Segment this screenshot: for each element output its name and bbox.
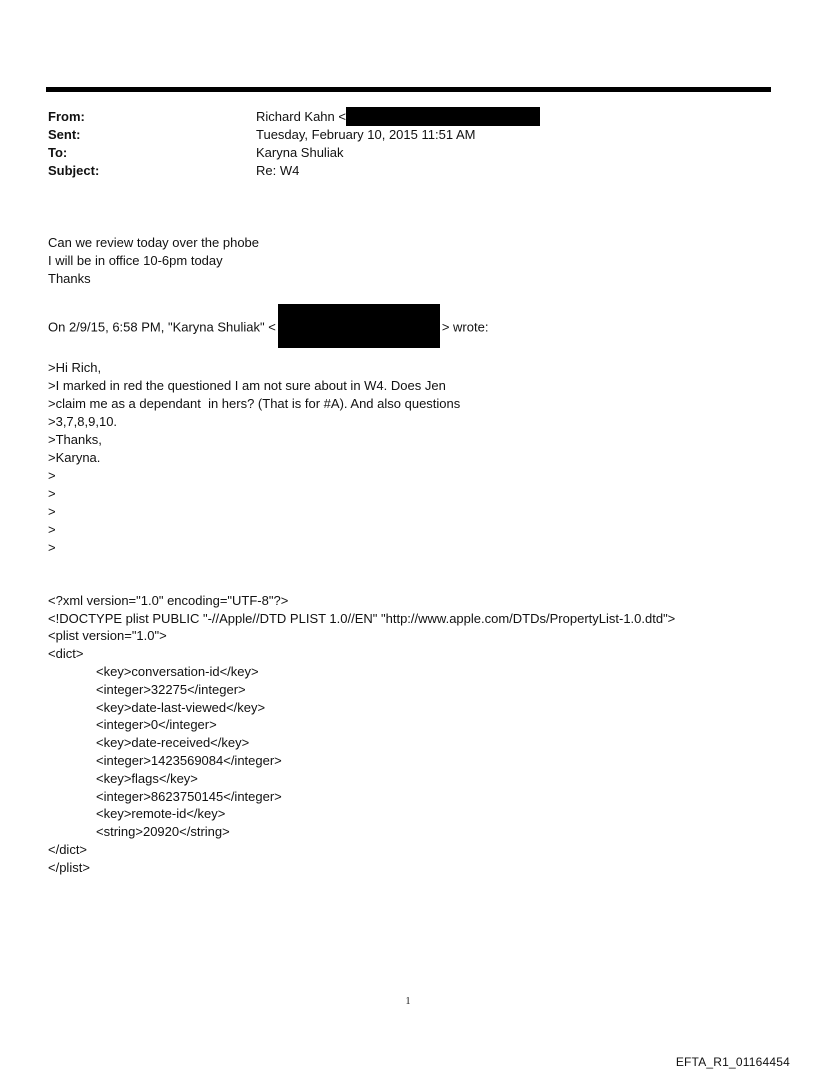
quoted-line: > <box>48 540 56 555</box>
subject-value: Re: W4 <box>256 163 300 178</box>
message-line: I will be in office 10-6pm today <box>48 253 223 268</box>
xml-line: <key>flags</key> <box>96 770 198 786</box>
page-number: 1 <box>405 996 411 1007</box>
quote-header-suffix: > wrote: <box>441 319 489 335</box>
quoted-line: >claim me as a dependant in hers? (That is for #A). And also questions <box>48 396 461 411</box>
bates-number: EFTA_R1_01164454 <box>675 1055 790 1069</box>
message-line: Can we review today over the phobe <box>48 235 260 250</box>
xml-line: <string>20920</string> <box>96 824 230 840</box>
redaction-bar <box>346 107 540 126</box>
xml-line: <integer>8623750145</integer> <box>96 788 282 804</box>
to-value: Karyna Shuliak <box>256 145 344 160</box>
xml-line: <dict> <box>48 646 84 662</box>
xml-line: <key>remote-id</key> <box>96 806 226 822</box>
subject-label: Subject: <box>48 163 100 178</box>
xml-line: <integer>0</integer> <box>96 717 217 733</box>
from-name: Richard Kahn < <box>256 109 346 124</box>
xml-line: <?xml version="1.0" encoding="UTF-8"?> <box>48 592 289 608</box>
quoted-line: > <box>48 468 56 483</box>
sent-value: Tuesday, February 10, 2015 11:51 AM <box>256 127 476 142</box>
xml-line: <key>date-last-viewed</key> <box>96 699 266 715</box>
xml-line: <integer>32275</integer> <box>96 681 246 697</box>
quoted-line: > <box>48 486 56 501</box>
message-line: Thanks <box>48 271 91 286</box>
message-body <box>48 216 259 288</box>
quoted-line: > <box>48 522 56 537</box>
quoted-line: >3,7,8,9,10. <box>48 414 118 429</box>
xml-block <box>48 574 675 877</box>
quoted-line: >Karyna. <box>48 450 101 465</box>
xml-line: </dict> <box>48 841 88 857</box>
from-value <box>256 108 540 126</box>
quoted-line: >Thanks, <box>48 432 102 447</box>
xml-line: <integer>1423569084</integer> <box>96 752 282 768</box>
to-label: To: <box>48 145 68 160</box>
xml-line: <key>conversation-id</key> <box>96 663 259 679</box>
header-rule <box>46 87 771 92</box>
quoted-line: > <box>48 504 56 519</box>
xml-line: <!DOCTYPE plist PUBLIC "-//Apple//DTD PLIST 1.0//EN" "http://www.apple.com/DTDs/PropertyList-1.0.dtd"> <box>48 610 676 626</box>
sent-label: Sent: <box>48 127 81 142</box>
quoted-message <box>48 341 460 557</box>
from-label: From: <box>48 109 85 124</box>
quote-header-prefix: On 2/9/15, 6:58 PM, "Karyna Shuliak" < <box>48 319 276 335</box>
quoted-line: >I marked in red the questioned I am not sure about in W4. Does Jen <box>48 378 446 393</box>
xml-line: </plist> <box>48 859 90 875</box>
xml-line: <plist version="1.0"> <box>48 628 167 644</box>
xml-line: <key>date-received</key> <box>96 735 250 751</box>
quoted-line: >Hi Rich, <box>48 360 102 375</box>
